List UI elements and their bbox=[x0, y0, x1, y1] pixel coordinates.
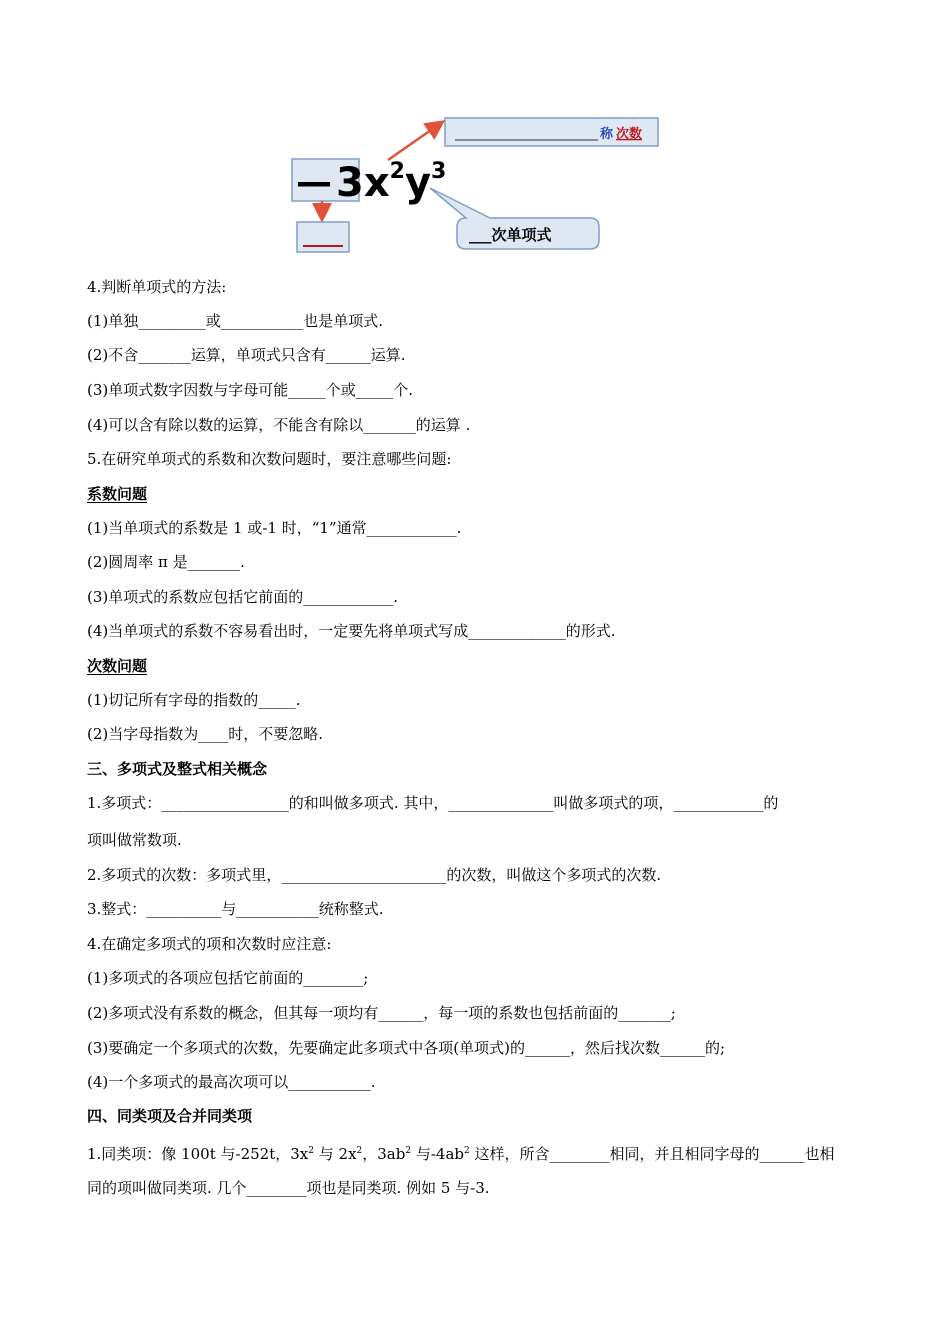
section-3-heading: 三、多项式及整式相关概念 bbox=[87, 760, 268, 778]
section-4-heading: 四、同类项及合并同类项 bbox=[87, 1107, 253, 1125]
notes-title: 4.在确定多项式的项和次数时应注意: bbox=[87, 935, 332, 953]
coefficient-heading: 系数问题 bbox=[87, 485, 148, 503]
note-2: (2)多项式没有系数的概念，但其每一项均有______，每一项的系数也包括前面的_______; bbox=[87, 1004, 676, 1022]
degree-label-prefix: 称 bbox=[600, 127, 614, 142]
callout-text: ___次单项式 bbox=[469, 226, 552, 244]
like-terms-def: 1.同类项：像 100t 与-252t，$3x^2$ 与 $2x^2$，$3ab^2$ 与$-4ab^2$ 这样，所含________相同，并且相同字母的______也相 bbox=[87, 1145, 835, 1163]
monomial-diagram bbox=[0, 0, 950, 270]
polynomial-def: 1.多项式：_________________的和叫做多项式. 其中，______________叫做多项式的项，____________的 bbox=[87, 794, 779, 812]
degree-item-2: (2)当字母指数为____时，不要忽略. bbox=[87, 725, 324, 743]
degree-item-1: (1)切记所有字母的指数的_____. bbox=[87, 691, 301, 709]
note-3: (3)要确定一个多项式的次数，先要确定此多项式中各项(单项式)的______，然后找次数______的; bbox=[87, 1039, 726, 1057]
coef-item-3: (3)单项式的系数应包括它前面的____________. bbox=[87, 588, 399, 606]
section-5-title: 5.在研究单项式的系数和次数问题时，要注意哪些问题: bbox=[87, 450, 452, 468]
minus-sign: — bbox=[296, 162, 332, 203]
note-4: (4)一个多项式的最高次项可以___________. bbox=[87, 1073, 376, 1091]
section-4-title: 4.判断单项式的方法: bbox=[87, 278, 227, 296]
degree-heading: 次数问题 bbox=[87, 657, 148, 675]
integral-expression: 3.整式：__________与___________统称整式. bbox=[87, 900, 384, 918]
coef-item-4: (4)当单项式的系数不容易看出时，一定要先将单项式写成_____________的形式. bbox=[87, 622, 616, 640]
coef-item-1: (1)当单项式的系数是 1 或-1 时，“1”通常____________. bbox=[87, 519, 462, 537]
rule-3: (3)单项式数字因数与字母可能_____个或_____个. bbox=[87, 381, 414, 399]
coef-item-2: (2)圆周率 π 是_______. bbox=[87, 553, 245, 571]
rule-1: (1)单独_________或___________也是单项式. bbox=[87, 312, 384, 330]
monomial-expression: $3x^2y^3$ bbox=[336, 159, 447, 206]
polynomial-def-cont: 项叫做常数项. bbox=[87, 831, 182, 849]
rule-2: (2)不含_______运算，单项式只含有______运算. bbox=[87, 346, 406, 364]
coefficient-box bbox=[297, 222, 349, 252]
polynomial-degree: 2.多项式的次数：多项式里，______________________的次数，叫做这个多项式的次数. bbox=[87, 866, 662, 884]
degree-label-word: 次数 bbox=[616, 127, 643, 142]
like-terms-def-cont: 同的项叫做同类项. 几个________项也是同类项. 例如 5 与-3. bbox=[87, 1179, 490, 1197]
note-1: (1)多项式的各项应包括它前面的________; bbox=[87, 969, 369, 987]
rule-4: (4)可以含有除以数的运算，不能含有除以_______的运算 . bbox=[87, 416, 471, 434]
